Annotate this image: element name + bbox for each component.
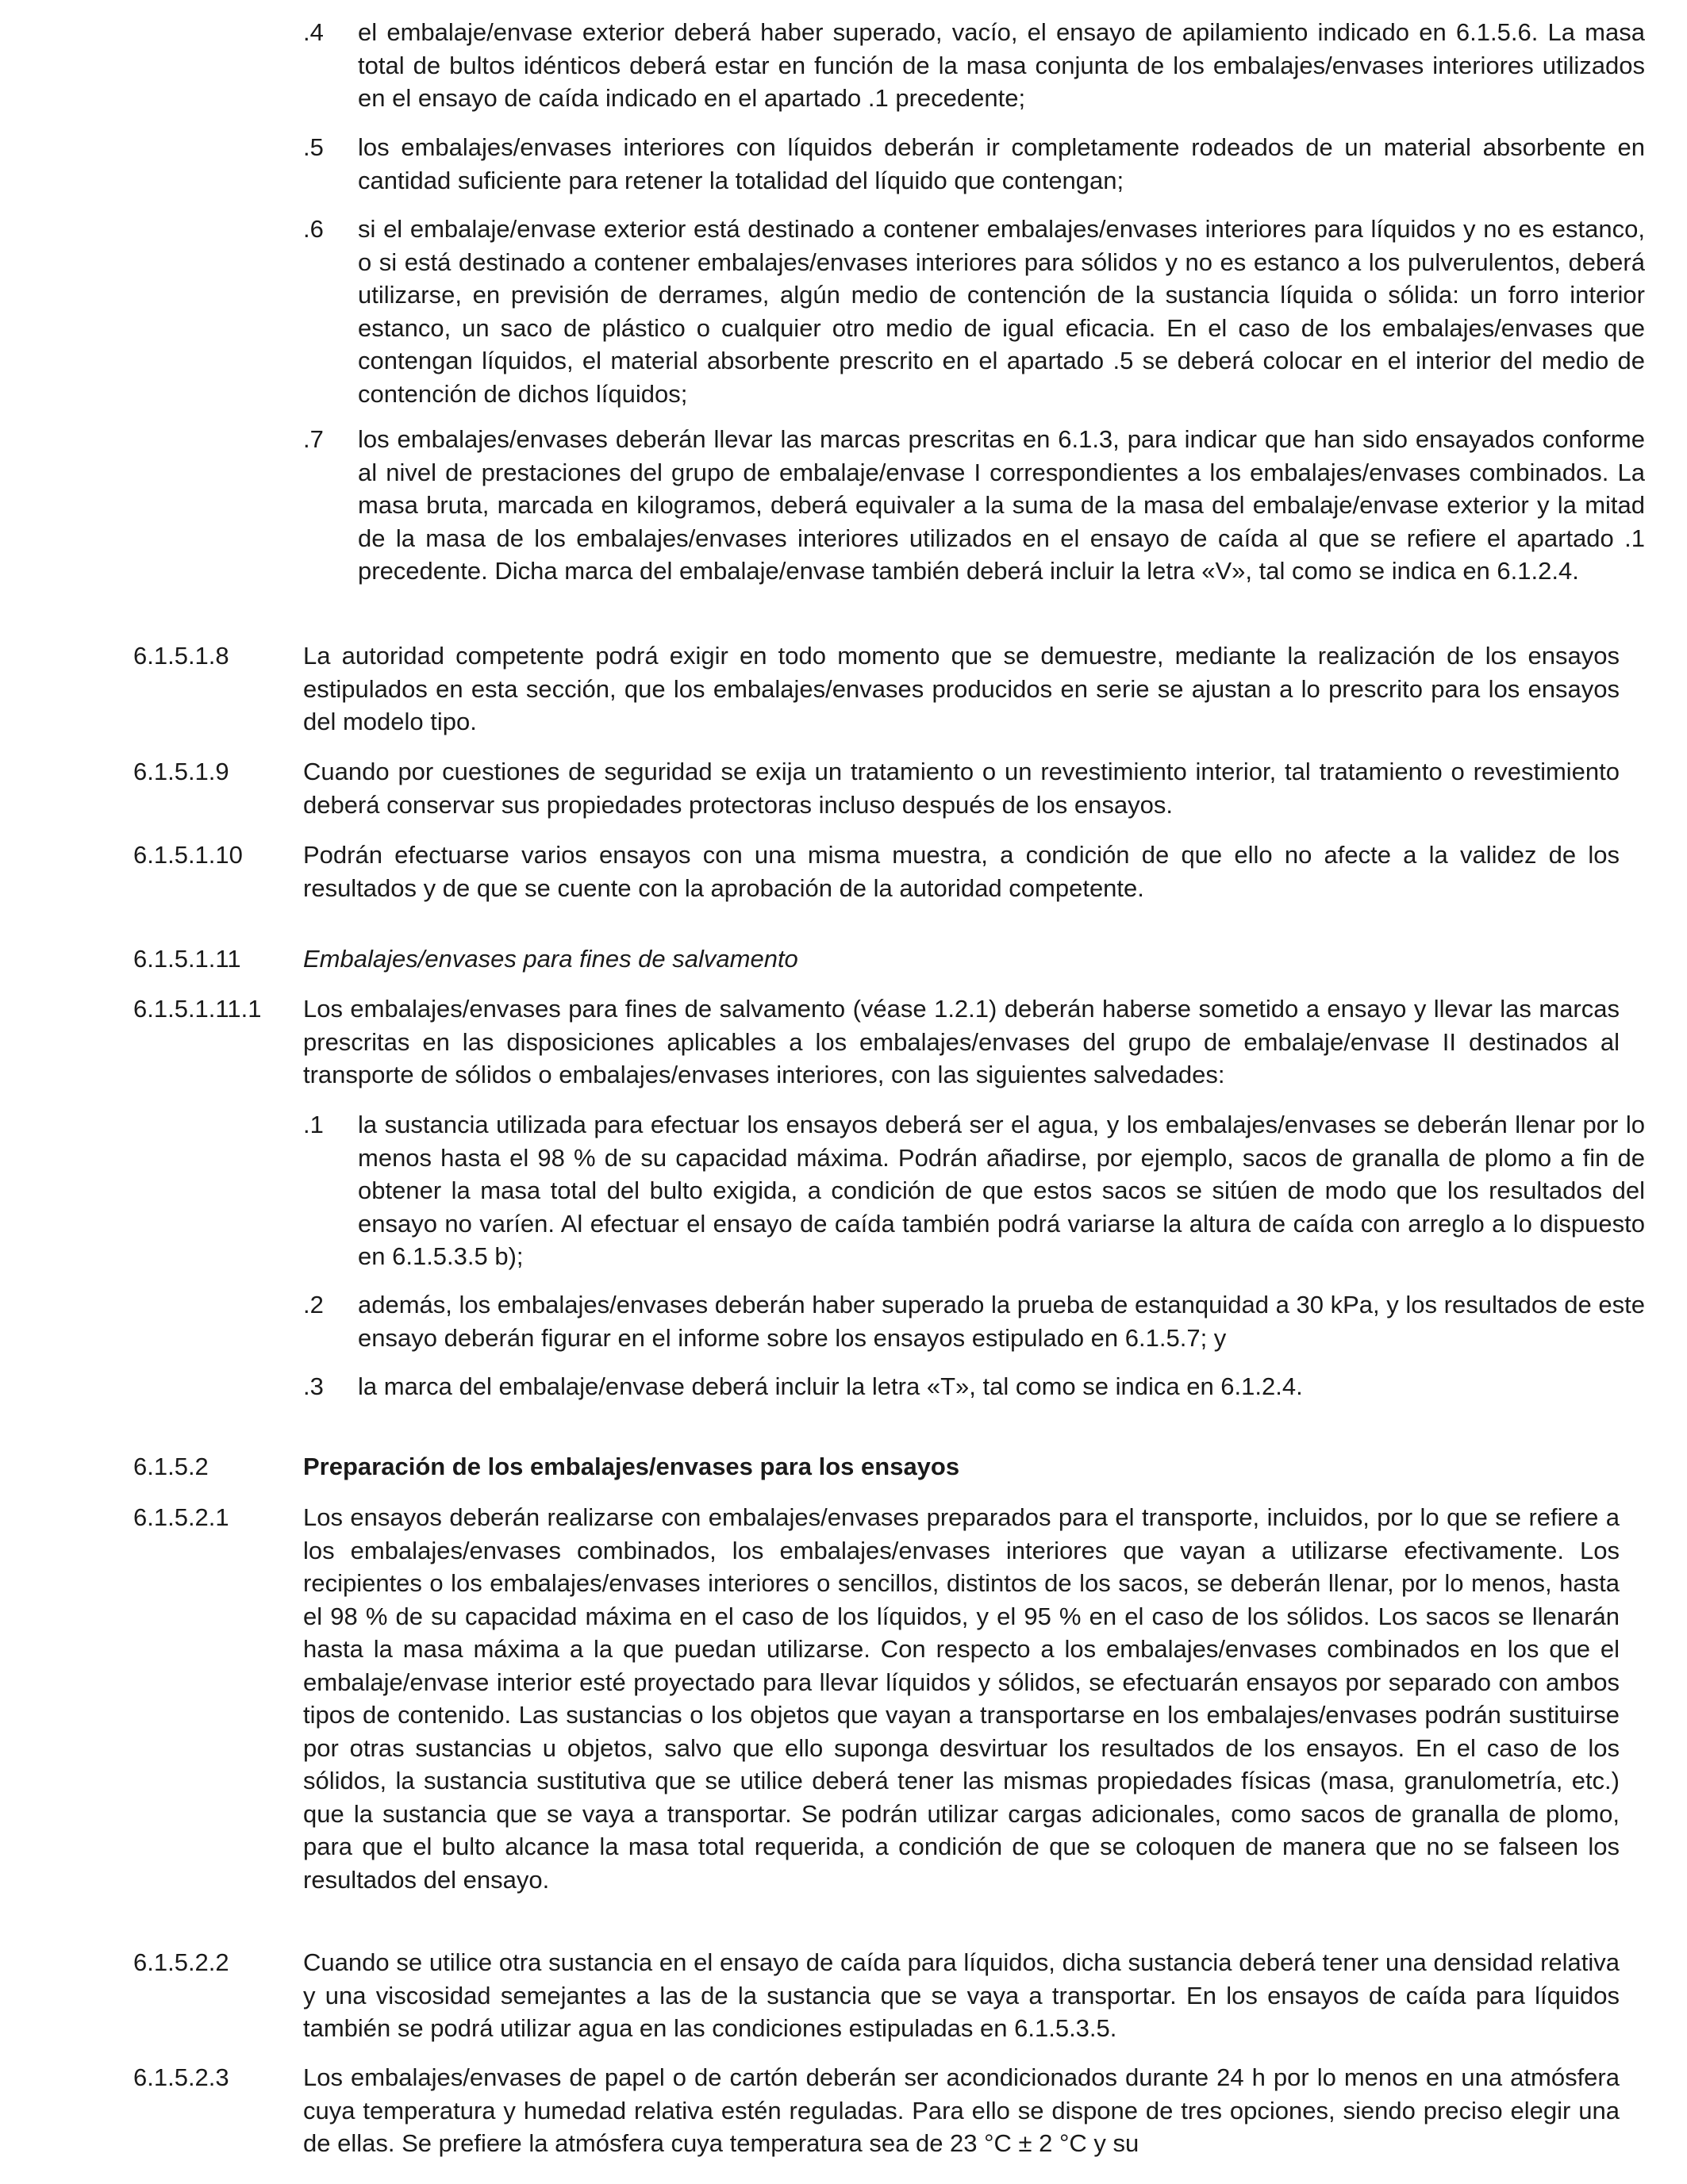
item-text: los embalajes/envases deberán llevar las marcas prescritas en 6.1.3, para indicar que han sido ensayados conforme al nivel de prestaciones del grupo de embalaje/envase I correspondientes a los embalajes/envases combinados. La masa bruta, marcada en kilogramos, deberá equivaler a la suma de la masa del embalaje/envase exterior y la mitad de la masa de los embalajes/envases interiores utilizados en el ensayo de caída al que se refiere el apartado .1 precedente. Dicha marca del embalaje/envase también deberá incluir la letra «V», tal como se indica en 6.1.2.4. — [358, 425, 1645, 585]
section-number: 6.1.5.1.10 — [133, 841, 243, 869]
item-text: el embalaje/envase exterior deberá haber superado, vacío, el ensayo de apilamiento indicado en 6.1.5.6. La masa total de bultos idénticos deberá estar en función de la masa conjunta de los embalajes/envases interiores utilizados en el ensayo de caída indicado en el apartado .1 precedente; — [358, 18, 1645, 112]
section-text: Cuando por cuestiones de seguridad se exija un tratamiento o un revestimiento interior, tal tratamiento o revestimiento deberá conservar sus propiedades protectoras incluso después de los ensayos. — [303, 758, 1620, 819]
item-marker: .1 — [303, 1111, 324, 1138]
item-marker: .3 — [303, 1372, 324, 1400]
item-marker: .2 — [303, 1291, 324, 1318]
item-text: la sustancia utilizada para efectuar los ensayos deberá ser el agua, y los embalajes/envases se deberán llenar por lo menos hasta el 98 % de su capacidad máxima. Podrán añadirse, por ejemplo, sacos de granalla de plomo a fin de obtener la masa total del bulto exigida, a condición de que estos sacos se sitúen de modo que los resultados del ensayo no varíen. Al efectuar el ensayo de caída también podrá variarse la altura de caída con arreglo a lo dispuesto en 6.1.5.3.5 b); — [358, 1111, 1645, 1270]
item-marker: .4 — [303, 18, 324, 46]
section-text: Los embalajes/envases para fines de salvamento (véase 1.2.1) deberán haberse sometido a ensayo y llevar las marcas prescritas en las disposiciones aplicables a los embalajes/envases del grupo de embalaje/envase II destinados al transporte de sólidos o embalajes/envases interiores, con las siguientes salvedades: — [303, 995, 1620, 1088]
section-number: 6.1.5.2 — [133, 1453, 209, 1480]
item-text: la marca del embalaje/envase deberá incluir la letra «T», tal como se indica en 6.1.2.4. — [358, 1372, 1303, 1400]
item-text: si el embalaje/envase exterior está destinado a contener embalajes/envases interiores para líquidos y no es estanco, o si está destinado a contener embalajes/envases interiores para sólidos y no es estanco a los pulverulentos, deberá utilizarse, en previsión de derrames, algún medio de contención de la sustancia líquida o sólida: un forro interior estanco, un saco de plástico o cualquier otro medio de igual eficacia. En el caso de los embalajes/envases que contengan líquidos, el material absorbente prescrito en el apartado .5 se deberá colocar en el interior del medio de contención de dichos líquidos; — [358, 215, 1645, 408]
section-text: Los ensayos deberán realizarse con embalajes/envases preparados para el transporte, incluidos, por lo que se refiere a los embalajes/envases combinados, los embalajes/envases interiores que vayan a utilizarse efectivamente. Los recipientes o los embalajes/envases interiores o sencillos, distintos de los sacos, se deberán llenar, por lo menos, hasta el 98 % de su capacidad máxima en el caso de los líquidos, y el 95 % en el caso de los sólidos. Los sacos se llenarán hasta la masa máxima a la que puedan utilizarse. Con respecto a los embalajes/envases combinados en los que el embalaje/envase interior esté proyectado para llevar líquidos y sólidos, se efectuarán ensayos por separado con ambos tipos de contenido. Las sustancias o los objetos que vayan a transportarse en los embalajes/envases podrán sustituirse por otras sustancias u objetos, salvo que ello suponga desvirtuar los resultados de los ensayos. En el caso de los sólidos, la sustancia sustitutiva que se utilice deberá tener las mismas propiedades físicas (masa, granulometría, etc.) que la sustancia que se vaya a transportar. Se podrán utilizar cargas adicionales, como sacos de granalla de plomo, para que el bulto alcance la masa total requerida, a condición de que se coloquen de manera que no se falseen los resultados del ensayo. — [303, 1503, 1620, 1894]
item-marker: .6 — [303, 215, 324, 243]
section-number: 6.1.5.1.8 — [133, 642, 229, 670]
item-text: los embalajes/envases interiores con líquidos deberán ir completamente rodeados de un material absorbente en cantidad suficiente para retener la totalidad del líquido que contengan; — [358, 133, 1645, 194]
item-marker: .5 — [303, 133, 324, 161]
section-number: 6.1.5.1.11 — [133, 945, 241, 973]
section-heading: Embalajes/envases para fines de salvamento — [303, 945, 798, 973]
section-number: 6.1.5.2.1 — [133, 1503, 229, 1531]
item-marker: .7 — [303, 425, 324, 453]
section-text: Cuando se utilice otra sustancia en el ensayo de caída para líquidos, dicha sustancia deberá tener una densidad relativa y una viscosidad semejantes a las de la sustancia que se vaya a transportar. En los ensayos de caída para líquidos también se podrá utilizar agua en las condiciones estipuladas en 6.1.5.3.5. — [303, 1948, 1620, 2042]
section-number: 6.1.5.1.11.1 — [133, 995, 262, 1023]
item-text: además, los embalajes/envases deberán haber superado la prueba de estanquidad a 30 kPa, y los resultados de este ensayo deberán figurar en el informe sobre los ensayos estipulado en 6.1.5.7; y — [358, 1291, 1645, 1352]
section-number: 6.1.5.2.3 — [133, 2063, 229, 2091]
section-text: Los embalajes/envases de papel o de cartón deberán ser acondicionados durante 24 h por lo menos en una atmósfera cuya temperatura y humedad relativa estén reguladas. Para ello se dispone de tres opciones, siendo preciso elegir una de ellas. Se prefiere la atmósfera cuya temperatura sea de 23 °C ± 2 °C y su — [303, 2063, 1620, 2157]
section-text: La autoridad competente podrá exigir en todo momento que se demuestre, mediante la realización de los ensayos estipulados en esta sección, que los embalajes/envases producidos en serie se ajustan a lo prescrito para los ensayos del modelo tipo. — [303, 642, 1620, 735]
section-number: 6.1.5.1.9 — [133, 758, 229, 785]
section-number: 6.1.5.2.2 — [133, 1948, 229, 1976]
section-text: Podrán efectuarse varios ensayos con una misma muestra, a condición de que ello no afecte a la validez de los resultados y de que se cuente con la aprobación de la autoridad competente. — [303, 841, 1620, 902]
section-heading: Preparación de los embalajes/envases para los ensayos — [303, 1453, 960, 1480]
